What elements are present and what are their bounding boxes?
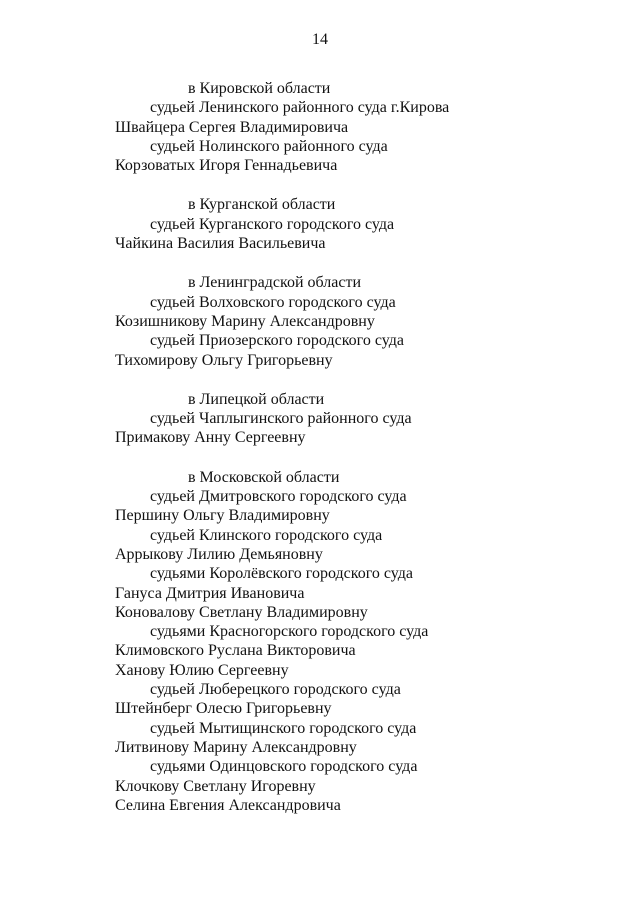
judge-name: Козишникову Марину Александровну <box>115 312 375 330</box>
judge-name: Ханову Юлию Сергеевну <box>115 661 289 679</box>
judge-name: Примакову Анну Сергеевну <box>115 429 306 447</box>
court-line: судьей Волховского городского суда <box>150 293 396 311</box>
document-body <box>0 79 640 835</box>
region-section <box>0 273 640 369</box>
region-heading: в Курганской области <box>188 196 336 214</box>
region-section <box>0 390 640 448</box>
judge-name: Штейнберг Олесю Григорьевну <box>115 700 332 718</box>
judge-name: Першину Ольгу Владимировну <box>115 507 330 525</box>
court-line: судьей Дмитровского городского суда <box>150 488 407 506</box>
court-line: судьей Курганского городского суда <box>150 215 395 233</box>
judge-name: Корзоватых Игоря Геннадьевича <box>115 157 338 175</box>
region-section <box>0 468 640 815</box>
court-line: судьей Мытищинского городского суда <box>150 719 417 737</box>
court-line: судьей Люберецкого городского суда <box>150 681 401 699</box>
judge-name: Гануса Дмитрия Ивановича <box>115 584 305 602</box>
judge-name: Клочкову Светлану Игоревну <box>115 777 316 795</box>
court-line: судьями Красногорского городского суда <box>150 623 429 641</box>
court-line: судьей Ленинского районного суда г.Кирова <box>150 99 450 117</box>
court-line: судьями Королёвского городского суда <box>150 565 413 583</box>
region-section <box>0 79 640 175</box>
judge-name: Чайкина Василия Васильевича <box>115 235 326 253</box>
court-line: судьей Нолинского районного суда <box>150 137 388 155</box>
judge-name: Литвинову Марину Александровну <box>115 738 357 756</box>
page-number: 14 <box>312 31 328 48</box>
court-line: судьей Клинского городского суда <box>150 526 383 544</box>
judge-name: Аррыкову Лилию Демьяновну <box>115 545 323 563</box>
judge-name: Селина Евгения Александровича <box>115 796 341 814</box>
region-heading: в Кировской области <box>188 80 331 97</box>
court-line: судьями Одинцовского городского суда <box>150 758 418 776</box>
judge-name: Тихомирову Ольгу Григорьевну <box>115 351 333 369</box>
court-line: судьей Приозерского городского суда <box>150 332 404 350</box>
court-line: судьей Чаплыгинского районного суда <box>150 410 412 428</box>
judge-name: Швайцера Сергея Владимировича <box>115 118 349 136</box>
region-heading: в Липецкой области <box>188 390 325 408</box>
region-section <box>0 195 640 253</box>
region-heading: в Ленинградской области <box>188 274 361 292</box>
region-heading: в Московской области <box>188 468 340 486</box>
judge-name: Коновалову Светлану Владимировну <box>115 603 368 621</box>
judge-name: Климовского Руслана Викторовича <box>115 642 356 660</box>
